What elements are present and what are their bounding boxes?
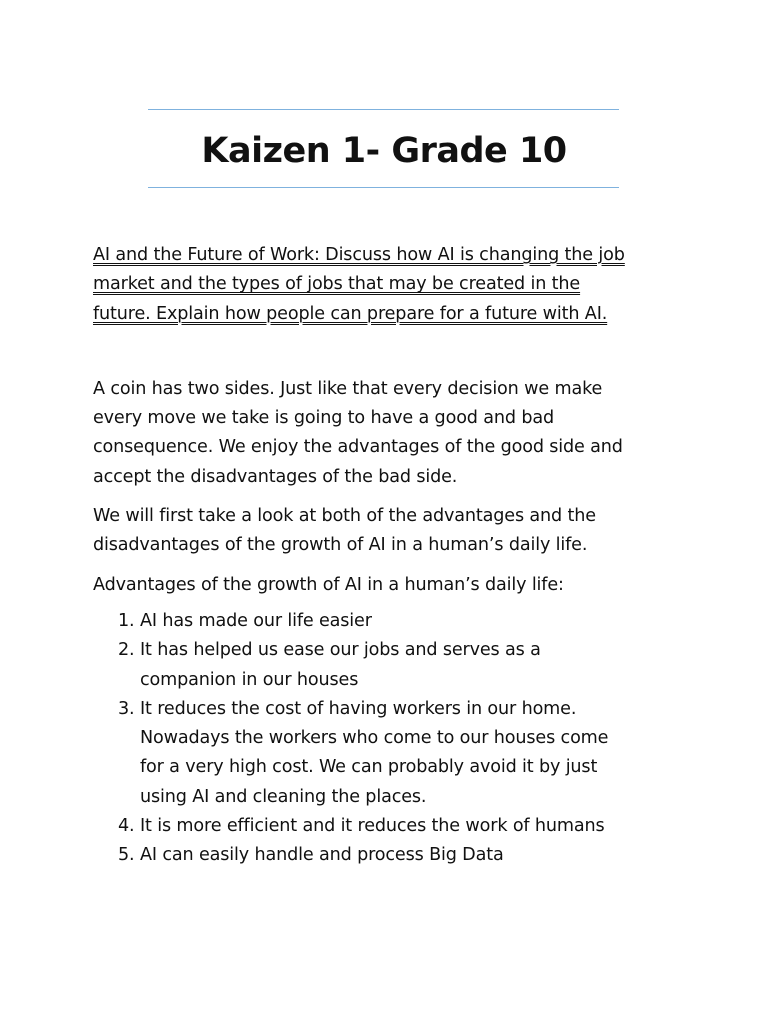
list-item-number: 5. bbox=[118, 845, 135, 866]
list-heading: Advantages of the growth of AI in a human’s daily life: bbox=[93, 574, 564, 595]
list-item-line: It is more efficient and it reduces the work of humans bbox=[140, 816, 605, 837]
title-top-rule bbox=[148, 109, 619, 110]
list-item-number: 3. bbox=[118, 698, 135, 719]
essay-prompt-line: market and the types of jobs that may be created in the bbox=[93, 274, 581, 295]
list-item-number: 2. bbox=[118, 640, 135, 661]
list-item-line: companion in our houses bbox=[140, 669, 359, 690]
list-item-line: using AI and cleaning the places. bbox=[140, 786, 427, 807]
paragraph-line: every move we take is going to have a good and bad bbox=[93, 408, 555, 429]
document-body bbox=[93, 241, 693, 871]
list-item-line: AI has made our life easier bbox=[140, 610, 372, 631]
list-item-number: 1. bbox=[118, 610, 135, 631]
paragraph-line: disadvantages of the growth of AI in a human’s daily life. bbox=[93, 535, 588, 556]
list-item-line: for a very high cost. We can probably avoid it by just bbox=[140, 757, 598, 778]
essay-prompt-line: future. Explain how people can prepare for a future with AI. bbox=[93, 303, 608, 324]
essay-prompt bbox=[93, 241, 693, 329]
paragraph-line: A coin has two sides. Just like that every decision we make bbox=[93, 378, 603, 399]
page-title: Kaizen 1- Grade 10 bbox=[201, 131, 567, 171]
list-item bbox=[93, 636, 693, 695]
list-item bbox=[93, 607, 693, 636]
title-bottom-rule bbox=[148, 187, 619, 188]
list-item-line: AI can easily handle and process Big Data bbox=[140, 845, 504, 866]
paragraph-line: accept the disadvantages of the bad side. bbox=[93, 466, 458, 487]
list-item bbox=[93, 695, 693, 812]
list-item bbox=[93, 841, 693, 870]
paragraph-line: We will first take a look at both of the advantages and the bbox=[93, 506, 596, 527]
list-item-line: Nowadays the workers who come to our houses come bbox=[140, 728, 609, 749]
list-item bbox=[93, 812, 693, 841]
essay-prompt-line: AI and the Future of Work: Discuss how AI is changing the job bbox=[93, 245, 625, 265]
paragraph-line: consequence. We enjoy the advantages of the good side and bbox=[93, 437, 623, 458]
second-paragraph bbox=[93, 502, 693, 561]
list-item-line: It has helped us ease our jobs and serves as a bbox=[140, 640, 541, 661]
advantages-list bbox=[93, 607, 693, 871]
list-item-number: 4. bbox=[118, 816, 135, 837]
intro-paragraph bbox=[93, 375, 693, 492]
list-item-line: It reduces the cost of having workers in our home. bbox=[140, 698, 577, 719]
